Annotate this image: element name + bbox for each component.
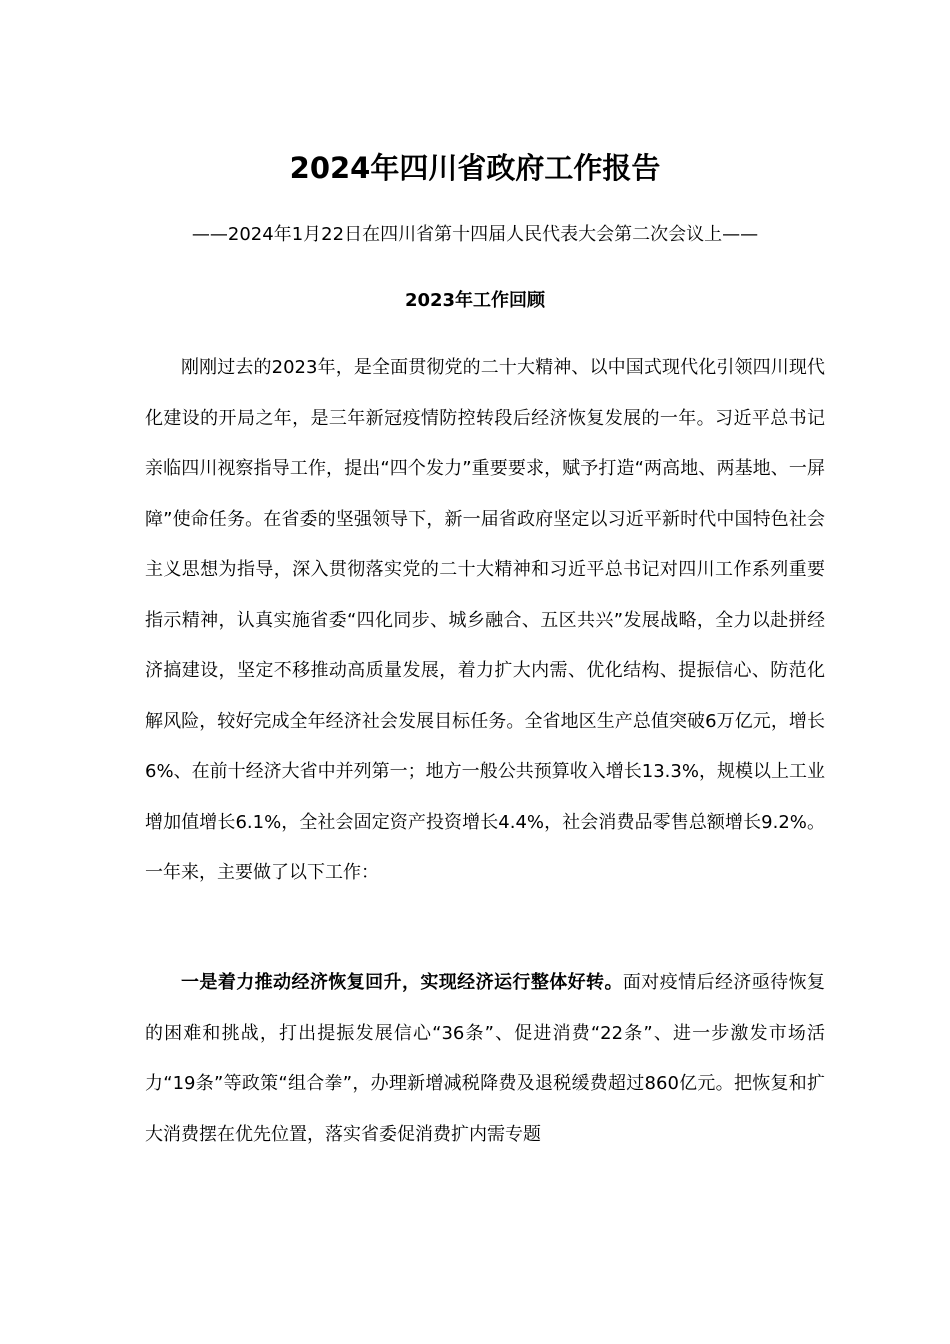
document-title: 2024年四川省政府工作报告	[289, 151, 661, 185]
paragraph-economic-recovery	[145, 958, 825, 1160]
document-subtitle: ——2024年1月22日在四川省第十四届人民代表大会第二次会议上——	[191, 224, 759, 245]
section-heading: 2023年工作回顾	[404, 290, 546, 311]
paragraph-lead-sentence: 一是着力推动经济恢复回升，实现经济运行整体好转。	[181, 972, 623, 993]
paragraph-body-text: 面对疫情后经济亟待恢复的困难和挑战，打出提振发展信心“36条”、促进消费“22条”、进一步激发市场活力“19条”等政策“组合拳”，办理新增减税降费及退税缓费超过860亿元。把恢复和扩大消费摆在优先位置，落实省委促消费扩内需专题	[145, 972, 826, 1145]
paragraph-review-summary: 刚刚过去的2023年，是全面贯彻党的二十大精神、以中国式现代化引领四川现代化建设的开局之年，是三年新冠疫情防控转段后经济恢复发展的一年。习近平总书记亲临四川视察指导工作，提出“四个发力”重要要求，赋予打造“两高地、两基地、一屏障”使命任务。在省委的坚强领导下，新一届省政府坚定以习近平新时代中国特色社会主义思想为指导，深入贯彻落实党的二十大精神和习近平总书记对四川工作系列重要指示精神，认真实施省委“四化同步、城乡融合、五区共兴”发展战略，全力以赴拼经济搞建设，坚定不移推动高质量发展，着力扩大内需、优化结构、提振信心、防范化解风险，较好完成全年经济社会发展目标任务。全省地区生产总值突破6万亿元，增长6%、在前十经济大省中并列第一；地方一般公共预算收入增长13.3%，规模以上工业增加值增长6.1%，全社会固定资产投资增长4.4%，社会消费品零售总额增长9.2%。一年来，主要做了以下工作：	[145, 357, 825, 883]
